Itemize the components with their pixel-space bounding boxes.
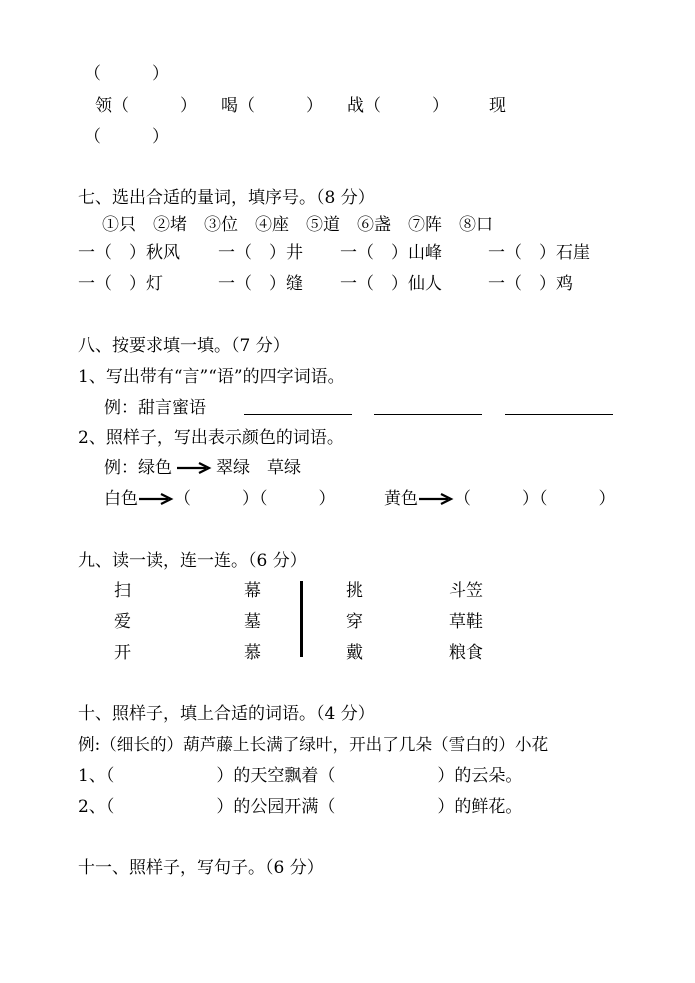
color-white: 白色 <box>104 489 138 509</box>
section-7-title: 七、选出合适的量词，填序号。（8 分） <box>78 188 375 208</box>
q8-sub2-example <box>104 458 301 478</box>
section-11-title: 十一、照样子，写句子。（6 分） <box>78 858 324 878</box>
q8-sub2: 2、照样子，写出表示颜色的词语。 <box>78 428 344 448</box>
match-left-a[interactable]: 开 <box>114 643 131 663</box>
match-right-b[interactable]: 草鞋 <box>449 612 483 632</box>
q7-item: 一（ ）石崖 <box>488 243 590 263</box>
q7-item: 一（ ）井 <box>218 243 303 263</box>
q10-item-2: 2、（ ）的公园开满（ ）的鲜花。 <box>78 797 523 817</box>
q8-yellow-row <box>384 489 616 509</box>
match-left-b[interactable]: 慕 <box>244 643 261 663</box>
match-left-a[interactable]: 爱 <box>114 612 131 632</box>
q7-item: 一（ ）秋风 <box>78 243 180 263</box>
answer-line-1[interactable] <box>244 414 352 415</box>
arrow-icon <box>138 492 174 506</box>
q7-row-2 <box>78 274 573 294</box>
match-right-a[interactable]: 穿 <box>346 612 363 632</box>
q10-example: 例:（细长的）葫芦藤上长满了绿叶，开出了几朵（雪白的）小花 <box>78 735 549 754</box>
char-xian: 现 <box>489 96 506 116</box>
q8-sub1: 1、写出带有“言”“语”的四字词语。 <box>78 367 345 387</box>
arrow-icon <box>176 461 212 475</box>
section-9-title: 九、读一读，连一连。（6 分） <box>78 551 307 571</box>
answer-line-2[interactable] <box>374 414 482 415</box>
paren-blank-bottom: （ ） <box>84 127 169 147</box>
pinyin-row <box>95 96 506 116</box>
char-zhan: 战（ ） <box>347 96 449 116</box>
match-right-a[interactable]: 挑 <box>346 581 363 601</box>
char-he: 喝（ ） <box>221 96 323 116</box>
white-blanks: （ ）（ ） <box>174 489 336 509</box>
q7-item: 一（ ）仙人 <box>340 274 442 294</box>
q10-item-1: 1、（ ）的天空飘着（ ）的云朵。 <box>78 766 523 786</box>
char-ling: 领（ ） <box>95 96 197 116</box>
match-right-b[interactable]: 斗笠 <box>449 581 483 601</box>
example-green: 例：绿色 <box>104 458 172 478</box>
q7-row-1 <box>78 243 590 263</box>
match-right-b[interactable]: 粮食 <box>449 643 483 663</box>
paren-blank-top: （ ） <box>84 64 169 84</box>
section-8-title: 八、按要求填一填。（7 分） <box>78 336 290 356</box>
example-greens: 翠绿 草绿 <box>216 458 301 478</box>
match-left-b[interactable]: 幕 <box>244 581 261 601</box>
match-left-b[interactable]: 墓 <box>244 612 261 632</box>
yellow-blanks: （ ）（ ） <box>454 489 616 509</box>
section-10-title: 十、照样子，填上合适的词语。（4 分） <box>78 704 375 724</box>
answer-line-3[interactable] <box>505 414 613 415</box>
measure-word-options: ①只 ②堵 ③位 ④座 ⑤道 ⑥盏 ⑦阵 ⑧口 <box>102 215 493 235</box>
arrow-icon <box>418 492 454 506</box>
q8-white-row <box>104 489 336 509</box>
q7-item: 一（ ）山峰 <box>340 243 442 263</box>
q7-item: 一（ ）鸡 <box>488 274 573 294</box>
color-yellow: 黄色 <box>384 489 418 509</box>
divider-line <box>300 581 303 657</box>
match-right-a[interactable]: 戴 <box>346 643 363 663</box>
match-left-a[interactable]: 扫 <box>114 581 131 601</box>
q7-item: 一（ ）灯 <box>78 274 163 294</box>
q8-sub1-example: 例：甜言蜜语 <box>104 398 206 418</box>
q7-item: 一（ ）缝 <box>218 274 303 294</box>
